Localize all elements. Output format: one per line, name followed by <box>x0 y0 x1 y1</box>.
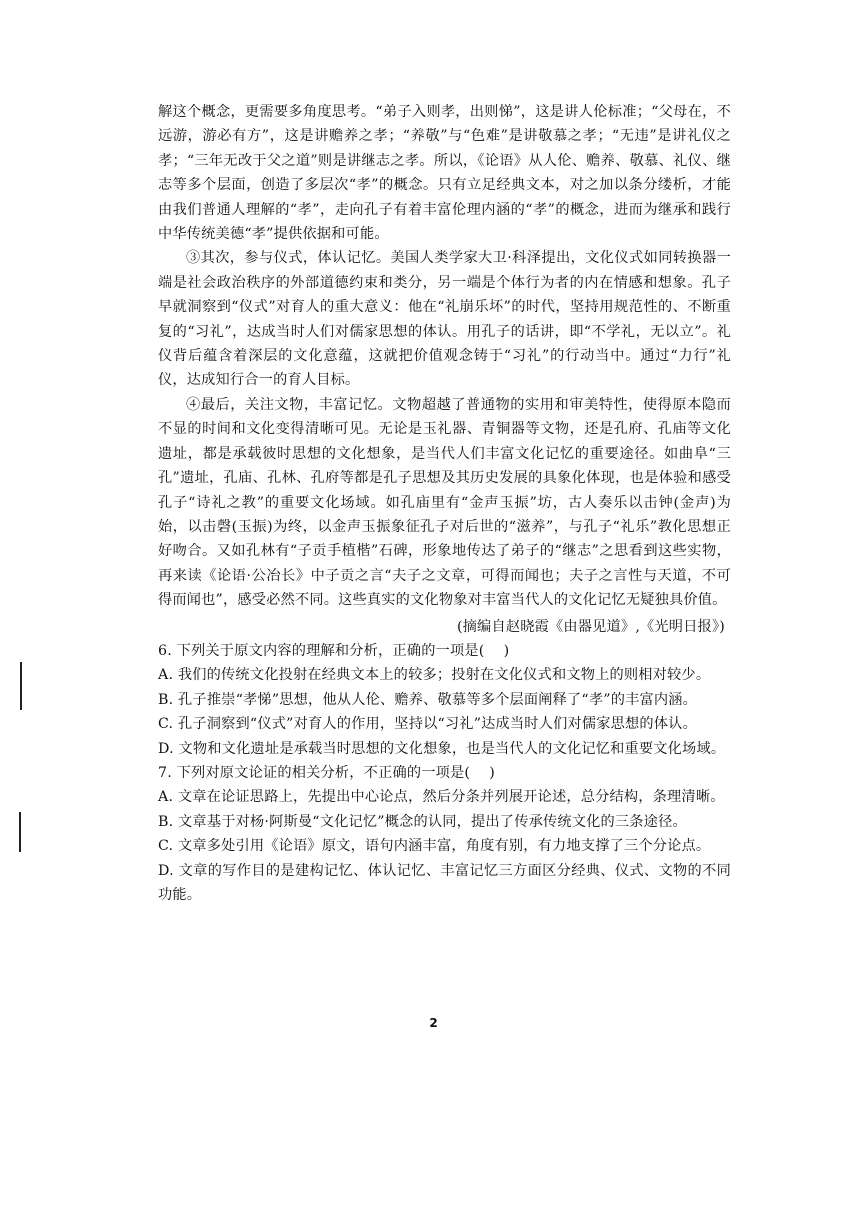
question-6-option-d: D. 文物和文化遗址是承载当时思想的文化想象，也是当代人的文化记忆和重要文化场域。 <box>158 740 726 757</box>
page-number: 2 <box>429 1016 438 1030</box>
scan-margin-mark <box>19 812 21 852</box>
passage-paragraph-4: ④最后，关注文物，丰富记忆。文物超越了普通物的实用和审美特性，使得原本隐而不显的时间和文化变得清晰可见。无论是玉礼器、青铜器等文物，还是孔府、孔庙等文化遗址，都是承载彼时思想的文化想象，是当代人们丰富文化记忆的重要途径。如曲阜“三孔”遗址，孔庙、孔林、孔府等都是孔子思想及其历史发展的具象化体现，也是体验和感受孔子“诗礼之教”的重要文化场域。如孔庙里有“金声玉振”坊，古人奏乐以击钟(金声)为始，以击磬(玉振)为终，以金声玉振象征孔子对后世的“滋养”，与孔子“礼乐”教化思想正好吻合。又如孔林有“子贡手植楷”石碑，形象地传达了弟子的“继志”之思看到这些实物，再来读《论语·公冶长》中子贡之言“夫子之文章，可得而闻也；夫子之言性与天道，不可得而闻也”，感受必然不同。这些真实的文化物象对丰富当代人的文化记忆无疑独具价值。 <box>158 396 731 609</box>
scan-margin-mark <box>20 662 22 710</box>
question-7-option-a: A. 文章在论证思路上，先提出中心论点，然后分条并列展开论述，总分结构，条理清晰。 <box>158 789 725 806</box>
question-7-stem: 7. 下列对原文论证的相关分析，不正确的一项是( ) <box>158 764 495 781</box>
question-6 <box>158 639 731 761</box>
question-7-option-d: D. 文章的写作目的是建构记忆、体认记忆、丰富记忆三方面区分经典、仪式、文物的不同功能。 <box>158 862 731 903</box>
question-6-option-c: C. 孔子洞察到“仪式”对育人的作用，坚持以“习礼”达成当时人们对儒家思想的体认。 <box>158 716 697 733</box>
question-6-stem: 6. 下列关于原文内容的理解和分析，正确的一项是( ) <box>158 642 510 659</box>
passage-paragraph-continued: 解这个概念，更需要多角度思考。“弟子入则孝，出则悌”，这是讲人伦标准；“父母在，不远游，游必有方”，这是讲赡养之孝；“养敬”与“色难”是讲敬慕之孝；“无违”是讲礼仪之孝；“三年无改于父之道”则是讲继志之孝。所以，《论语》从人伦、赡养、敬慕、礼仪、继志等多个层面，创造了多层次“孝”的概念。只有立足经典文本，对之加以条分缕析，才能由我们普通人理解的“孝”，走向孔子有着丰富伦理内涵的“孝”的概念，进而为继承和践行中华传统美德“孝”提供依据和可能。 <box>158 104 731 243</box>
question-6-option-b: B. 孔子推崇“孝悌”思想，他从人伦、赡养、敬慕等多个层面阐释了“孝”的丰富内涵。 <box>158 691 698 708</box>
question-7 <box>158 761 731 907</box>
question-7-option-c: C. 文章多处引用《论语》原文，语句内涵丰富，角度有别，有力地支撑了三个分论点。 <box>158 838 711 855</box>
question-6-option-a: A. 我们的传统文化投射在经典文本上的较多；投射在文化仪式和文物上的则相对较少。 <box>158 667 711 684</box>
source-citation: (摘编自赵晓霞《由器见道》,《光明日报》) <box>456 618 725 635</box>
question-7-option-b: B. 文章基于对杨·阿斯曼“文化记忆”概念的认同，提出了传承传统文化的三条途径。 <box>158 813 687 830</box>
passage-paragraph-3: ③其次，参与仪式，体认记忆。美国人类学家大卫·科泽提出，文化仪式如同转换器一端是社会政治秩序的外部道德约束和类分，另一端是个体行为者的内在情感和想象。孔子早就洞察到“仪式”对育人的重大意义：他在“礼崩乐坏”的时代，坚持用规范性的、不断重复的“习礼”，达成当时人们对儒家思想的体认。用孔子的话讲，即“不学礼，无以立”。礼仪背后蕴含着深层的文化意蕴，这就把价值观念铸于“习礼”的行动当中。通过“力行”礼仪，达成知行合一的育人目标。 <box>158 250 731 389</box>
page-content <box>158 100 731 907</box>
